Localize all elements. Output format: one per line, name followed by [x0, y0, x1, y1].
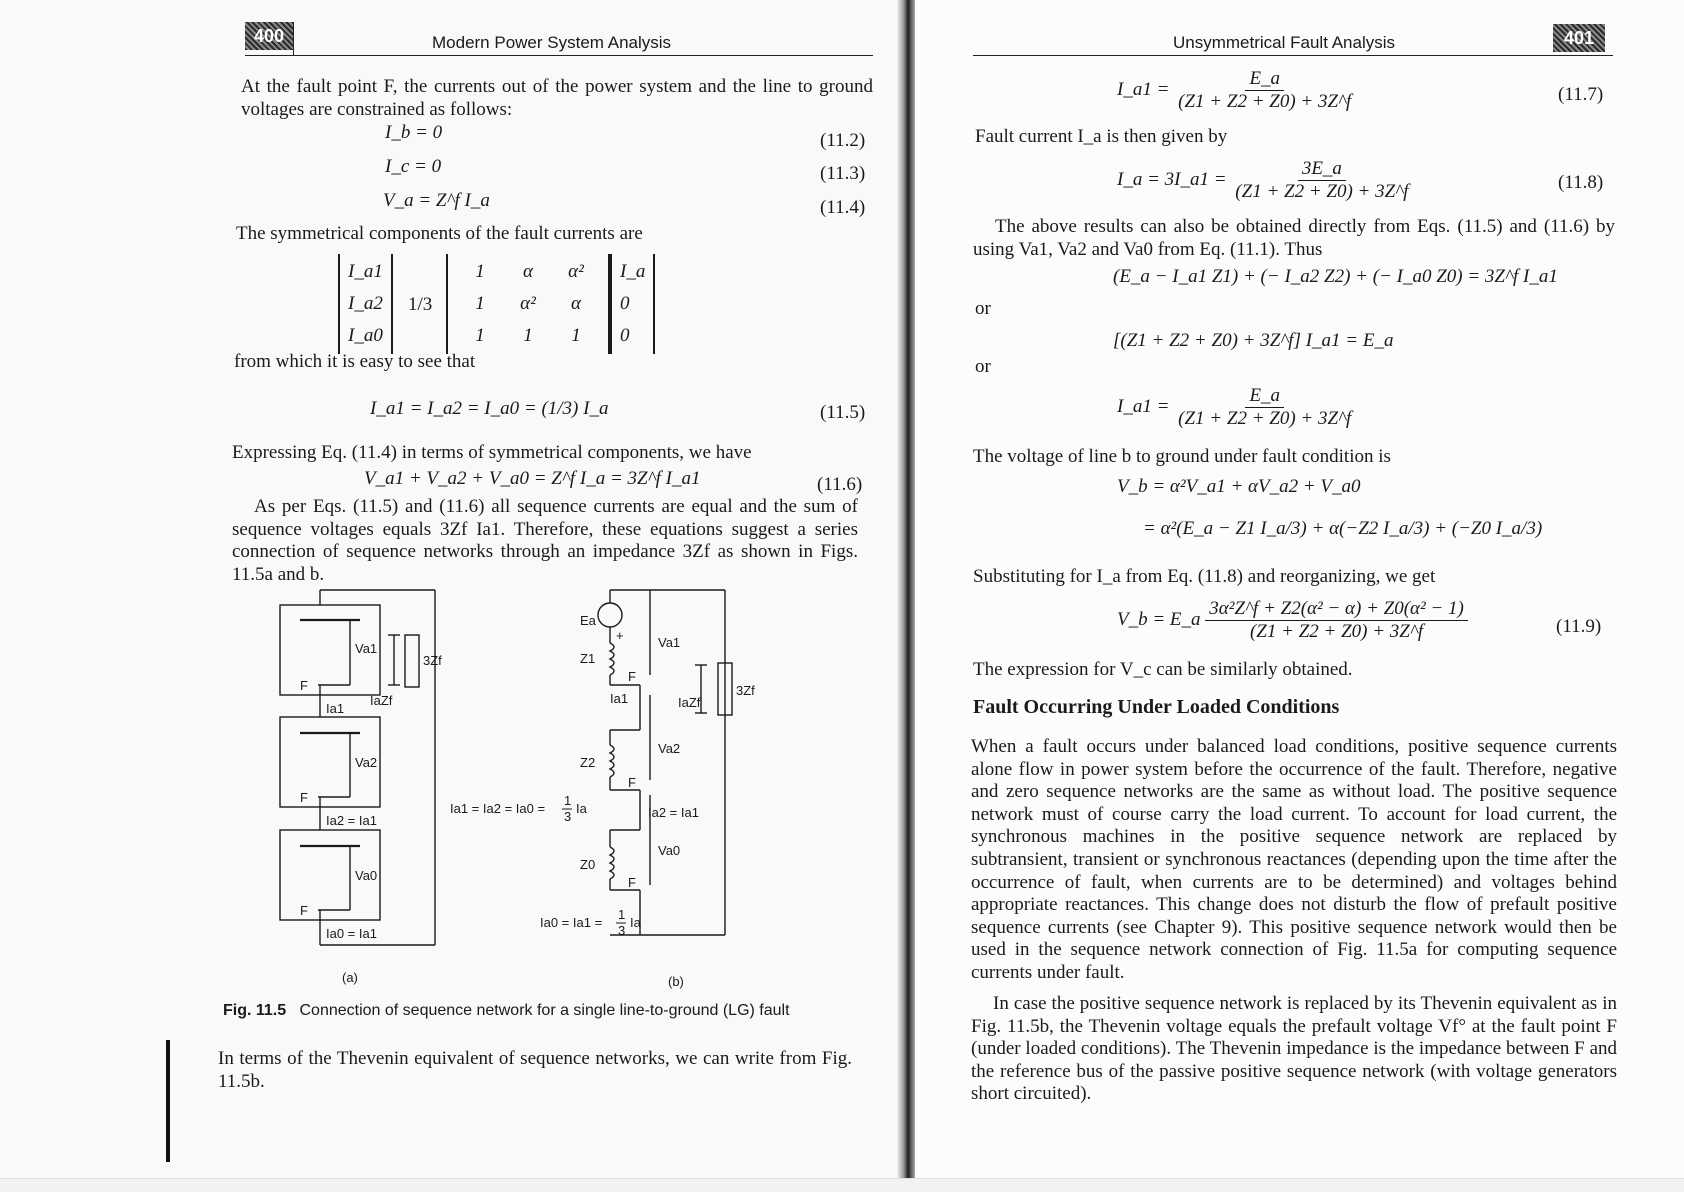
eq-11-6-number: (11.6): [817, 474, 863, 495]
left-head-tick: [293, 22, 294, 55]
eq-11-8-den: (Z1 + Z2 + Z0) + 3Z^f: [1235, 181, 1409, 202]
eq-11-7: [1117, 68, 1355, 113]
or-2: or: [975, 356, 991, 377]
sym-components-text: The symmetrical components of the fault currents are: [236, 223, 643, 244]
matrix-rhs: [610, 254, 655, 354]
b-label-va2: Va2: [658, 741, 681, 756]
thevenin-equivalent-paragraph: In case the positive sequence network is replaced by its Thevenin equivalent as in Fig. 11.5b, the Thevenin voltage equals the prefault voltage Vf° at the fault point F (under loaded conditions). The Thevenin impedance is the impedance between F and the reference bus of the passive positive sequence network (with voltage generators short circuited).: [971, 993, 1617, 1105]
right-running-head: Unsymmetrical Fault Analysis: [1173, 33, 1396, 52]
eq-ia1-den: (Z1 + Z2 + Z0) + 3Z^f: [1178, 408, 1352, 429]
matrix-rhs-2: 0: [620, 325, 630, 346]
loaded-paragraph: When a fault occurs under balanced load conditions, positive sequence currents alone flow in power system before the occurrence of the fault. Therefore, negative and zero sequence networks are the same as without load. The positive sequence network must of course carry the load current. To account for load current, the synchronous machines in the positive sequence network are replaced by subtransient, transient or synchronous reactances (depending upon the time after the occurrence of fault, when currents are to be determined) and voltages behind appropriate reactances. This change does not disturb the flow of prefault positive sequence currents (see Chapter 9). This positive sequence network would then be used in the sequence network connection of Fig. 11.5a for computing sequence currents under fault.: [971, 736, 1617, 983]
eq-11-7-lhs: I_a1 =: [1117, 78, 1170, 100]
left-head-rule: [245, 55, 873, 56]
a-label-va1: Va1: [355, 641, 378, 656]
m12: α: [571, 293, 581, 314]
eq-11-9-den: (Z1 + Z2 + Z0) + 3Z^f: [1249, 621, 1424, 642]
expression-vc-text: The expression for V_c can be similarly obtained.: [973, 659, 1353, 680]
eq-11-8-num: 3E_a: [1298, 158, 1346, 181]
a-label-va2: Va2: [355, 755, 378, 770]
eq-11-2: I_b = 0: [385, 122, 443, 143]
eq-11-5-number: (11.5): [820, 402, 866, 423]
b-label-f1: F: [628, 669, 636, 684]
figure-caption: [223, 1002, 790, 1020]
a-label-ia2: Ia2 = Ia1: [326, 813, 377, 828]
eq-ia1-frac: [1174, 385, 1355, 430]
eq-ia1: [1117, 385, 1355, 430]
series-paragraph: As per Eqs. (11.5) and (11.6) all sequence currents are equal and the sum of sequence voltages equals 3Zf Ia1. Therefore, these equations suggest a series connection of sequence networks through an impedance 3Zf as shown in Figs. 11.5a and b.: [232, 496, 858, 585]
b-label-ia0-num: 1: [618, 907, 626, 922]
eq-11-2-number: (11.2): [820, 130, 866, 151]
matrix-coefficients: [446, 254, 610, 354]
matrix-lhs-1: I_a2: [348, 293, 383, 314]
matrix-row-1: [456, 288, 600, 320]
m11: α²: [520, 293, 536, 314]
b-label-z2: Z2: [580, 755, 596, 770]
eq-11-7-number: (11.7): [1558, 84, 1604, 105]
matrix-row-2: [456, 320, 600, 352]
eq-11-3: I_c = 0: [385, 156, 442, 177]
a-label-f2: F: [300, 790, 308, 805]
eq-11-8: [1117, 158, 1412, 203]
a-label-relation-tail: Ia: [576, 801, 587, 816]
eq-or-1: [(Z1 + Z2 + Z0) + 3Z^f] I_a1 = E_a: [1113, 330, 1394, 351]
eq-11-9-lhs: V_b = E_a: [1117, 608, 1201, 630]
m02: α²: [568, 261, 584, 282]
eq-vb-expand: = α²(E_a − Z1 I_a/3) + α(−Z2 I_a/3) + (−Z0 I_a/3): [1143, 518, 1543, 539]
b-source-ea: [598, 603, 622, 627]
matrix-equals-coeff: 1/3: [408, 294, 433, 315]
matrix-rhs-0: I_a: [620, 261, 646, 282]
section-heading: Fault Occurring Under Loaded Conditions: [973, 696, 1340, 718]
a-label-f3: F: [300, 903, 308, 918]
m00: 1: [475, 261, 485, 282]
eq-11-6: V_a1 + V_a2 + V_a0 = Z^f I_a = 3Z^f I_a1: [364, 468, 701, 489]
b-label-ia1: Ia1: [610, 691, 629, 706]
b-label-ea: Ea: [580, 613, 596, 628]
a-label-va0: Va0: [355, 868, 378, 883]
right-page-number: 401: [1553, 24, 1605, 52]
m01: α: [523, 261, 533, 282]
fault-current-text: Fault current I_a is then given by: [975, 126, 1228, 147]
a-label-relation: Ia1 = Ia2 = Ia0 =: [450, 801, 546, 816]
b-label-z1: Z1: [580, 651, 596, 666]
eq-11-4-number: (11.4): [820, 197, 866, 218]
eq-thus: (E_a − I_a1 Z1) + (− I_a2 Z2) + (− I_a0 Z0) = 3Z^f I_a1: [1113, 266, 1558, 287]
eq-11-9-num: 3α²Z^f + Z2(α² − α) + Z0(α² − 1): [1205, 598, 1468, 621]
figure-caption-text: Connection of sequence network for a single line-to-ground (LG) fault: [299, 1002, 790, 1019]
a-label-relation-num: 1: [564, 793, 572, 808]
eq-11-8-lhs: I_a = 3I_a1 =: [1117, 168, 1227, 190]
matrix-lhs: [338, 254, 393, 354]
b-label-f2: F: [628, 775, 636, 790]
intro-paragraph: At the fault point F, the currents out of the power system and the line to ground voltages are constrained as follows:: [241, 76, 873, 120]
eq-vb: V_b = α²V_a1 + αV_a2 + V_a0: [1117, 476, 1361, 497]
voltage-text: The voltage of line b to ground under fault condition is: [973, 446, 1391, 467]
eq-11-8-frac: [1231, 158, 1412, 203]
eq-11-9: [1117, 598, 1468, 643]
matrix-rhs-1: 0: [620, 293, 630, 314]
eq-11-7-num: E_a: [1245, 68, 1284, 91]
b-label-ia0-tail: Ia: [630, 915, 641, 930]
substituting-text: Substituting for I_a from Eq. (11.8) and reorganizing, we get: [973, 566, 1436, 587]
figure-label-a: (a): [342, 970, 358, 985]
left-page-number: 400: [245, 22, 293, 50]
eq-11-7-den: (Z1 + Z2 + Z0) + 3Z^f: [1178, 91, 1352, 112]
a-impedance-3zf: [405, 635, 419, 687]
right-head-rule: [973, 55, 1613, 56]
from-which-text: from which it is easy to see that: [234, 351, 476, 372]
right-page: [915, 0, 1684, 1191]
a-label-f1: F: [300, 678, 308, 693]
eq-ia1-num: E_a: [1245, 385, 1284, 408]
b-label-ia0: Ia0 = Ia1 =: [540, 915, 603, 930]
a-label-ia1: Ia1: [326, 701, 345, 716]
eq-11-3-number: (11.3): [820, 163, 866, 184]
matrix-lhs-0: I_a1: [348, 261, 383, 282]
m22: 1: [571, 325, 581, 346]
a-label-iazf: IaZf: [370, 693, 393, 708]
figure-11-5: [270, 585, 830, 989]
matrix-row-0: [456, 256, 600, 288]
figure-label-b: (b): [668, 974, 684, 989]
b-label-va1: Va1: [658, 635, 681, 650]
b-label-z0: Z0: [580, 857, 596, 872]
b-label-plus: +: [616, 628, 624, 643]
m20: 1: [475, 325, 485, 346]
b-label-iazf: IaZf: [678, 695, 701, 710]
b-label-ia2: Ia2 = Ia1: [648, 805, 699, 820]
b-label-ia0-den: 3: [618, 923, 626, 938]
eq-11-8-number: (11.8): [1558, 172, 1604, 193]
binding-mark: [166, 1040, 170, 1162]
left-running-head: Modern Power System Analysis: [432, 33, 672, 52]
thevenin-paragraph: In terms of the Thevenin equivalent of sequence networks, we can write from Fig. 11.5b.: [218, 1048, 852, 1092]
m10: 1: [475, 293, 485, 314]
above-results-paragraph: The above results can also be obtained directly from Eqs. (11.5) and (11.6) by using Va1, Va2 and Va0 from Eq. (11.1). Thus: [973, 216, 1615, 260]
b-label-va0: Va0: [658, 843, 681, 858]
b-label-f3: F: [628, 875, 636, 890]
m21: 1: [523, 325, 533, 346]
eq-11-7-frac: [1174, 68, 1355, 113]
matrix-equation: [338, 254, 646, 364]
expressing-text: Expressing Eq. (11.4) in terms of symmetrical components, we have: [232, 442, 752, 463]
eq-11-9-number: (11.9): [1556, 616, 1602, 637]
b-label-3zf: 3Zf: [736, 683, 755, 698]
a-label-3zf: 3Zf: [423, 653, 442, 668]
eq-11-9-frac: [1205, 598, 1468, 643]
eq-ia1-lhs: I_a1 =: [1117, 395, 1170, 417]
or-1: or: [975, 298, 991, 319]
figure-caption-number: Fig. 11.5: [223, 1002, 287, 1019]
matrix-lhs-2: I_a0: [348, 325, 383, 346]
page-bottom-edge: [0, 1178, 1684, 1192]
eq-11-4: V_a = Z^f I_a: [383, 190, 490, 211]
a-label-relation-den: 3: [564, 809, 572, 824]
a-label-ia0: Ia0 = Ia1: [326, 926, 377, 941]
eq-11-5: I_a1 = I_a2 = I_a0 = (1/3) I_a: [370, 398, 609, 419]
